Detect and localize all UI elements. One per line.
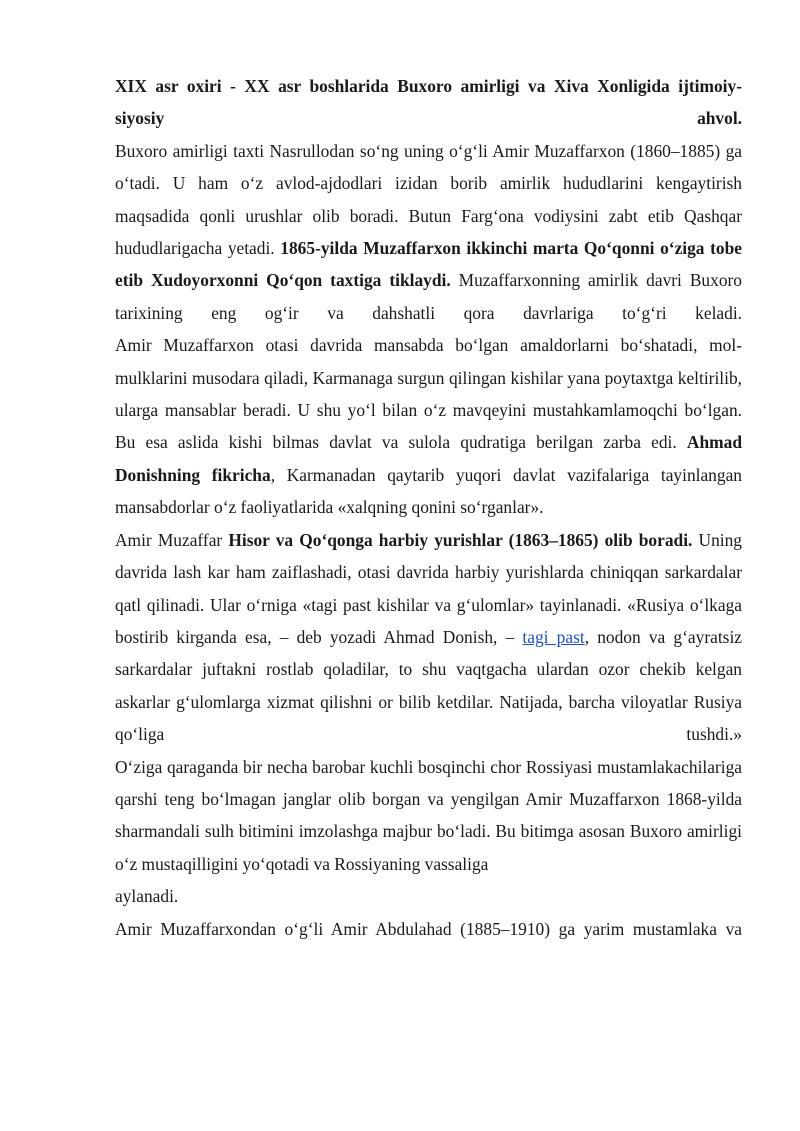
paragraph-3-bold: Hisor va Qo‘qonga harbiy yurishlar (1863–1865) olib boradi. [228, 529, 693, 550]
paragraph-3-text-a: Amir Muzaffar [115, 529, 229, 550]
paragraph-1-text-b: Muzaffarxonning amirlik davri Buxoro tarixining eng og‘ir va dahshatli qora davrlariga to‘g‘ri keladi. [115, 270, 743, 323]
paragraph-4-text-b: aylanadi. [115, 886, 179, 907]
paragraph-2 [115, 329, 742, 523]
paragraph-4-text-a: O‘ziga qaraganda bir necha barobar kuchli bosqinchi chor Rossiyasi mustamlakachilariga qarshi teng bo‘lmagan janglar olib borgan va yengilgan Amir Muzaffarxon 1868-yilda sharmandali sulh bitimini imzolashga majbur bo‘ladi. Bu bitimga asosan Buxoro amirligi o‘z mustaqilligini yo‘qotadi va Rossiyaning vassaliga [115, 756, 742, 874]
paragraph-5-text: Amir Muzaffarxondan o‘g‘li Amir Abdulahad (1885–1910) ga yarim mustamlaka va [115, 918, 742, 939]
paragraph-3-text-c: , nodon va g‘ayratsiz sarkardalar juftakni rostlab qoladilar, to shu vaqtgacha ulardan ozor chekib kelgan askarlar g‘ulomlarga xizmat qilishni or bilib ketdilar. Natijada, barcha viloyatlar Rusiya qo‘liga tushdi.» [115, 626, 742, 745]
paragraph-2-text-a: Amir Muzaffarxon otasi davrida mansabda bo‘lgan amaldorlarni bo‘shatadi, mol-mulklarini musodara qiladi, Karmanaga surgun qilingan kishilar yana poytaxtga keltirilib, ularga mansablar beradi. U shu yo‘l bilan o‘z mavqeyini mustahkamlamoqchi bo‘lgan. Bu esa aslida kishi bilmas davlat va sulola qudratiga berilgan zarba edi. [115, 335, 742, 453]
paragraph-4 [115, 751, 742, 913]
heading-word-ahvol: ahvol. [697, 108, 742, 129]
paragraph-1-text-a: Buxoro amirligi taxti Nasrullodan so‘ng uning o‘g‘li Amir Muzaffarxon (1860–1885) ga o‘tadi. U ham o‘z avlod-ajdodlari izidan borib amirlik hududlarini kengaytirish maqsadida qonli urushlar olib boradi. Butun Farg‘ona vodiysini zabt etib Qashqar hududlarigacha yetadi. [115, 140, 742, 259]
tagi-past-link[interactable]: tagi past [522, 626, 585, 647]
paragraph-2-bold: Ahmad Donishning fikricha [115, 432, 742, 485]
section-heading [115, 70, 742, 135]
paragraph-1-bold: 1865-yilda Muzaffarxon ikkinchi marta Qo‘qonni o‘ziga tobe etib Xudoyorxonni Qo‘qon taxtiga tiklaydi. [115, 238, 743, 291]
document-page [115, 70, 742, 945]
heading-word-siyosiy: siyosiy [115, 108, 165, 129]
paragraph-3-text-b: Uning davrida lash kar ham zaiflashadi, otasi davrida harbiy yurishlarda chiniqqan sarkardalar qatl qilinadi. Ular o‘rniga «tagi past kishilar va g‘ulomlar» tayinlanadi. «Rusiya o‘lkaga bostirib kirganda esa, – deb yozadi Ahmad Donish, – [115, 529, 742, 647]
heading-line-2 [115, 102, 742, 134]
paragraph-5 [115, 913, 742, 945]
paragraph-1 [115, 135, 742, 329]
heading-line-1: XIX asr oxiri - XX asr boshlarida Buxoro amirligi va Xiva Xonligida ijtimoiy- [115, 76, 742, 96]
paragraph-3 [115, 524, 742, 751]
paragraph-2-text-b: , Karmanadan qaytarib yuqori davlat vazifalariga tayinlangan mansabdorlar o‘z faoliyatlarida «xalqning qonini so‘rganlar». [115, 464, 742, 518]
